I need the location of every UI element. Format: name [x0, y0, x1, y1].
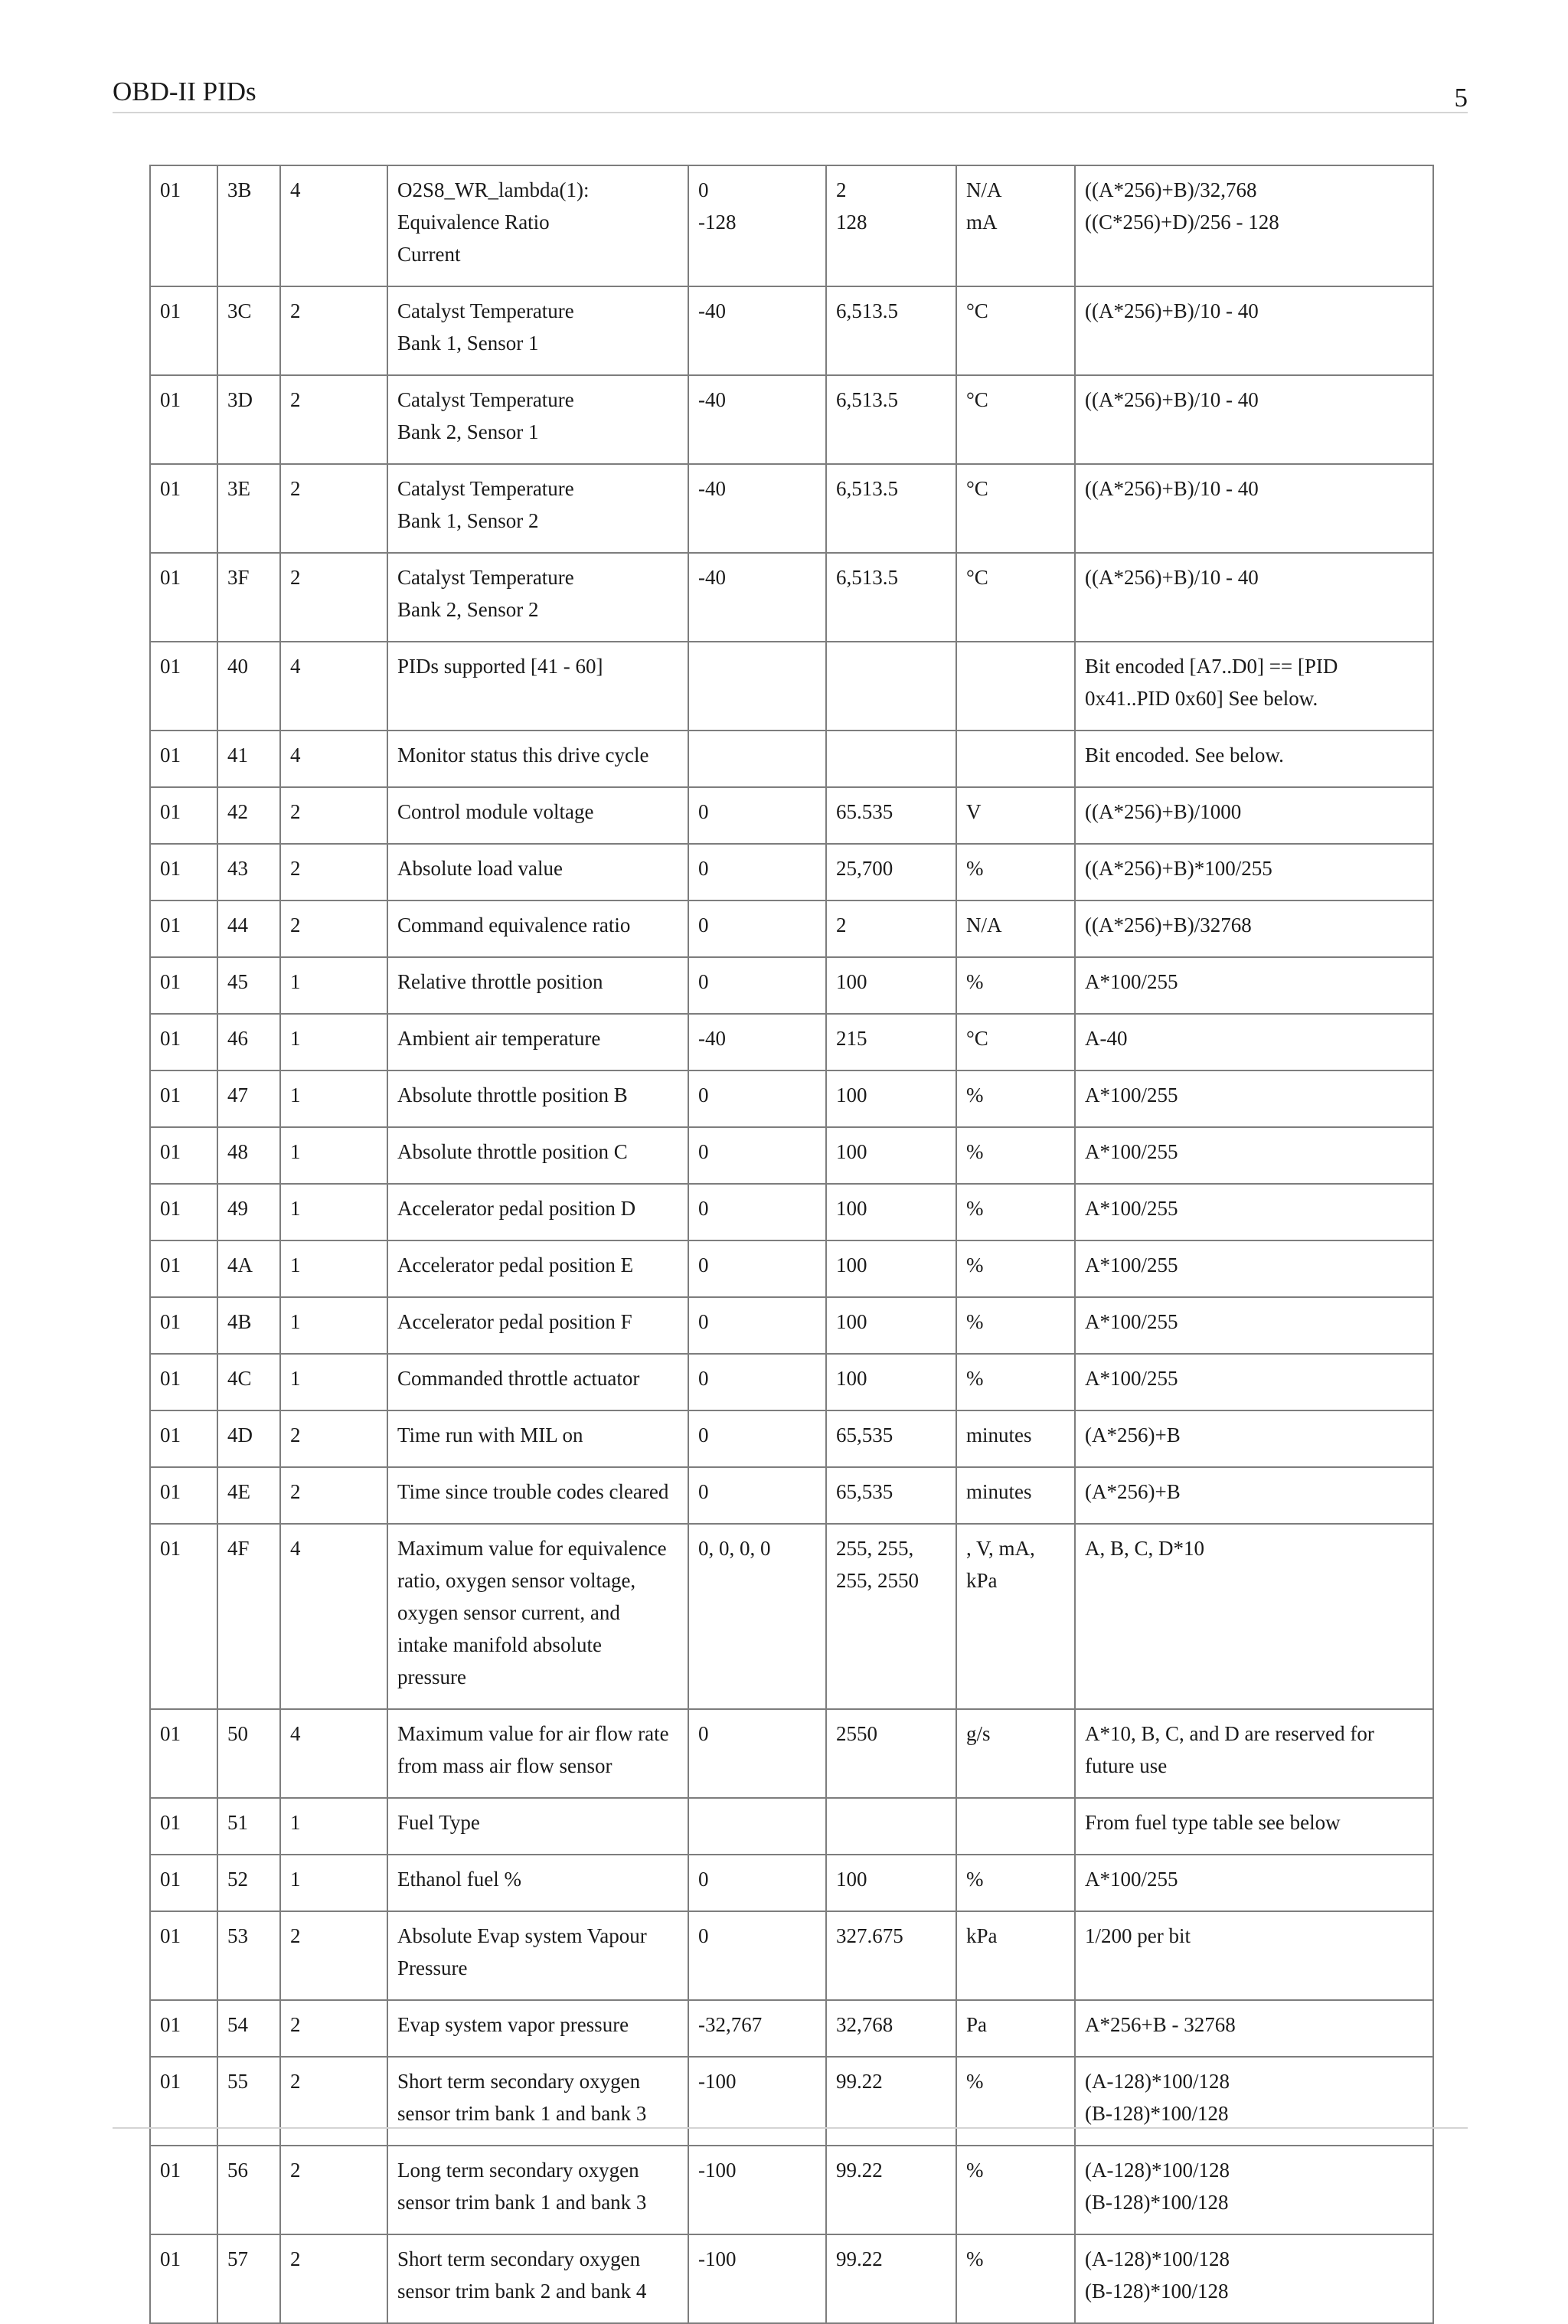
bytes-cell: 1 [280, 1070, 387, 1127]
min-value-cell: 0 [688, 1184, 826, 1240]
units-cell: % [956, 1297, 1075, 1354]
min-value-cell: -40 [688, 1014, 826, 1070]
mode-cell: 01 [150, 464, 217, 553]
pid-cell: 53 [217, 1911, 280, 2000]
formula-cell: A*100/255 [1075, 1070, 1433, 1127]
formula-cell: (A-128)*100/128 (B-128)*100/128 [1075, 2057, 1433, 2146]
mode-cell: 01 [150, 901, 217, 957]
bytes-cell: 2 [280, 1911, 387, 2000]
formula-cell: ((A*256)+B)/32,768 ((C*256)+D)/256 - 128 [1075, 165, 1433, 286]
min-value-cell: 0 -128 [688, 165, 826, 286]
max-value-cell [826, 642, 956, 731]
bytes-cell: 1 [280, 1127, 387, 1184]
formula-cell: A*100/255 [1075, 1855, 1433, 1911]
max-value-cell: 99.22 [826, 2057, 956, 2146]
pid-cell: 46 [217, 1014, 280, 1070]
max-value-cell: 215 [826, 1014, 956, 1070]
pid-table-container [149, 165, 1434, 2324]
min-value-cell: -100 [688, 2146, 826, 2234]
units-cell: °C [956, 553, 1075, 642]
mode-cell: 01 [150, 286, 217, 375]
description-cell: Absolute Evap system Vapour Pressure [387, 1911, 688, 2000]
bytes-cell: 4 [280, 1709, 387, 1798]
pid-cell: 3C [217, 286, 280, 375]
table-row [150, 464, 1433, 553]
bytes-cell: 2 [280, 2000, 387, 2057]
description-cell: Short term secondary oxygen sensor trim bank 1 and bank 3 [387, 2057, 688, 2146]
bytes-cell: 1 [280, 1240, 387, 1297]
bytes-cell: 1 [280, 957, 387, 1014]
units-cell: % [956, 844, 1075, 901]
pid-cell: 56 [217, 2146, 280, 2234]
formula-cell: ((A*256)+B)/32768 [1075, 901, 1433, 957]
table-row [150, 2146, 1433, 2234]
min-value-cell: 0 [688, 787, 826, 844]
pid-cell: 40 [217, 642, 280, 731]
pid-cell: 51 [217, 1798, 280, 1855]
min-value-cell: 0, 0, 0, 0 [688, 1524, 826, 1709]
pid-cell: 55 [217, 2057, 280, 2146]
table-row [150, 2234, 1433, 2323]
pid-cell: 52 [217, 1855, 280, 1911]
bytes-cell: 2 [280, 1467, 387, 1524]
max-value-cell: 100 [826, 1855, 956, 1911]
pid-cell: 49 [217, 1184, 280, 1240]
max-value-cell [826, 1798, 956, 1855]
table-row [150, 165, 1433, 286]
mode-cell: 01 [150, 1467, 217, 1524]
mode-cell: 01 [150, 957, 217, 1014]
mode-cell: 01 [150, 1911, 217, 2000]
min-value-cell: -100 [688, 2234, 826, 2323]
mode-cell: 01 [150, 2234, 217, 2323]
formula-cell: ((A*256)+B)/1000 [1075, 787, 1433, 844]
pid-cell: 48 [217, 1127, 280, 1184]
pid-table-body [150, 165, 1433, 2323]
page-footer-rule [113, 2127, 1468, 2129]
units-cell: V [956, 787, 1075, 844]
units-cell: kPa [956, 1911, 1075, 2000]
max-value-cell: 6,513.5 [826, 464, 956, 553]
units-cell [956, 1798, 1075, 1855]
formula-cell: A*100/255 [1075, 957, 1433, 1014]
units-cell: % [956, 1127, 1075, 1184]
formula-cell: A*256+B - 32768 [1075, 2000, 1433, 2057]
bytes-cell: 2 [280, 286, 387, 375]
mode-cell: 01 [150, 844, 217, 901]
mode-cell: 01 [150, 1524, 217, 1709]
pid-cell: 44 [217, 901, 280, 957]
max-value-cell: 99.22 [826, 2146, 956, 2234]
max-value-cell: 255, 255, 255, 2550 [826, 1524, 956, 1709]
min-value-cell [688, 1798, 826, 1855]
mode-cell: 01 [150, 1410, 217, 1467]
pid-cell: 41 [217, 731, 280, 787]
table-row [150, 642, 1433, 731]
description-cell: Control module voltage [387, 787, 688, 844]
bytes-cell: 1 [280, 1798, 387, 1855]
min-value-cell: 0 [688, 1467, 826, 1524]
pid-cell: 4D [217, 1410, 280, 1467]
max-value-cell: 100 [826, 1184, 956, 1240]
formula-cell: ((A*256)+B)/10 - 40 [1075, 286, 1433, 375]
bytes-cell: 2 [280, 2234, 387, 2323]
mode-cell: 01 [150, 2057, 217, 2146]
formula-cell: (A*256)+B [1075, 1467, 1433, 1524]
description-cell: Monitor status this drive cycle [387, 731, 688, 787]
formula-cell: (A-128)*100/128 (B-128)*100/128 [1075, 2146, 1433, 2234]
bytes-cell: 4 [280, 642, 387, 731]
pid-cell: 3E [217, 464, 280, 553]
page-number: 5 [1454, 83, 1468, 113]
min-value-cell: 0 [688, 844, 826, 901]
min-value-cell: 0 [688, 957, 826, 1014]
min-value-cell: 0 [688, 1070, 826, 1127]
units-cell [956, 642, 1075, 731]
units-cell: % [956, 1354, 1075, 1410]
formula-cell: A*100/255 [1075, 1127, 1433, 1184]
formula-cell: (A-128)*100/128 (B-128)*100/128 [1075, 2234, 1433, 2323]
formula-cell: ((A*256)+B)*100/255 [1075, 844, 1433, 901]
description-cell: Long term secondary oxygen sensor trim bank 1 and bank 3 [387, 2146, 688, 2234]
table-row [150, 1184, 1433, 1240]
table-row [150, 1911, 1433, 2000]
min-value-cell: 0 [688, 1127, 826, 1184]
formula-cell: ((A*256)+B)/10 - 40 [1075, 553, 1433, 642]
units-cell: Pa [956, 2000, 1075, 2057]
max-value-cell: 6,513.5 [826, 375, 956, 464]
mode-cell: 01 [150, 1014, 217, 1070]
max-value-cell: 2 128 [826, 165, 956, 286]
pid-cell: 45 [217, 957, 280, 1014]
description-cell: Accelerator pedal position F [387, 1297, 688, 1354]
units-cell: N/A [956, 901, 1075, 957]
formula-cell: A*100/255 [1075, 1297, 1433, 1354]
max-value-cell: 99.22 [826, 2234, 956, 2323]
table-row [150, 1467, 1433, 1524]
table-row [150, 1524, 1433, 1709]
pid-cell: 50 [217, 1709, 280, 1798]
mode-cell: 01 [150, 1798, 217, 1855]
min-value-cell: 0 [688, 1911, 826, 2000]
units-cell: % [956, 1184, 1075, 1240]
min-value-cell: -100 [688, 2057, 826, 2146]
table-row [150, 1855, 1433, 1911]
description-cell: PIDs supported [41 - 60] [387, 642, 688, 731]
table-row [150, 901, 1433, 957]
min-value-cell: -40 [688, 553, 826, 642]
units-cell: % [956, 1070, 1075, 1127]
description-cell: Catalyst Temperature Bank 2, Sensor 1 [387, 375, 688, 464]
max-value-cell: 100 [826, 1127, 956, 1184]
mode-cell: 01 [150, 553, 217, 642]
mode-cell: 01 [150, 1297, 217, 1354]
formula-cell: ((A*256)+B)/10 - 40 [1075, 375, 1433, 464]
min-value-cell: 0 [688, 901, 826, 957]
pid-cell: 3F [217, 553, 280, 642]
description-cell: Ethanol fuel % [387, 1855, 688, 1911]
max-value-cell: 100 [826, 1070, 956, 1127]
max-value-cell: 2 [826, 901, 956, 957]
description-cell: Accelerator pedal position D [387, 1184, 688, 1240]
units-cell: g/s [956, 1709, 1075, 1798]
mode-cell: 01 [150, 787, 217, 844]
formula-cell: ((A*256)+B)/10 - 40 [1075, 464, 1433, 553]
min-value-cell: -32,767 [688, 2000, 826, 2057]
description-cell: Command equivalence ratio [387, 901, 688, 957]
mode-cell: 01 [150, 2000, 217, 2057]
min-value-cell: 0 [688, 1709, 826, 1798]
mode-cell: 01 [150, 1240, 217, 1297]
bytes-cell: 4 [280, 1524, 387, 1709]
table-row [150, 2057, 1433, 2146]
description-cell: Maximum value for air flow rate from mass air flow sensor [387, 1709, 688, 1798]
units-cell: °C [956, 286, 1075, 375]
max-value-cell: 100 [826, 1354, 956, 1410]
formula-cell: 1/200 per bit [1075, 1911, 1433, 2000]
bytes-cell: 2 [280, 1410, 387, 1467]
description-cell: Relative throttle position [387, 957, 688, 1014]
mode-cell: 01 [150, 1855, 217, 1911]
units-cell: °C [956, 1014, 1075, 1070]
units-cell: minutes [956, 1467, 1075, 1524]
description-cell: Time since trouble codes cleared [387, 1467, 688, 1524]
pid-cell: 57 [217, 2234, 280, 2323]
units-cell: % [956, 2146, 1075, 2234]
max-value-cell: 65.535 [826, 787, 956, 844]
units-cell: % [956, 2057, 1075, 2146]
table-row [150, 286, 1433, 375]
bytes-cell: 2 [280, 844, 387, 901]
description-cell: Evap system vapor pressure [387, 2000, 688, 2057]
bytes-cell: 2 [280, 464, 387, 553]
mode-cell: 01 [150, 1354, 217, 1410]
units-cell: °C [956, 375, 1075, 464]
units-cell: % [956, 1240, 1075, 1297]
max-value-cell: 65,535 [826, 1410, 956, 1467]
max-value-cell: 25,700 [826, 844, 956, 901]
bytes-cell: 2 [280, 901, 387, 957]
page-header [113, 74, 1468, 113]
description-cell: Catalyst Temperature Bank 1, Sensor 2 [387, 464, 688, 553]
units-cell: % [956, 1855, 1075, 1911]
description-cell: Absolute throttle position B [387, 1070, 688, 1127]
description-cell: Fuel Type [387, 1798, 688, 1855]
bytes-cell: 2 [280, 2146, 387, 2234]
min-value-cell: 0 [688, 1354, 826, 1410]
min-value-cell [688, 642, 826, 731]
table-row [150, 2000, 1433, 2057]
pid-cell: 4C [217, 1354, 280, 1410]
pid-cell: 43 [217, 844, 280, 901]
formula-cell: A*10, B, C, and D are reserved for future use [1075, 1709, 1433, 1798]
min-value-cell: -40 [688, 375, 826, 464]
units-cell: °C [956, 464, 1075, 553]
table-row [150, 1297, 1433, 1354]
bytes-cell: 2 [280, 787, 387, 844]
description-cell: Ambient air temperature [387, 1014, 688, 1070]
formula-cell: A-40 [1075, 1014, 1433, 1070]
units-cell [956, 731, 1075, 787]
min-value-cell: 0 [688, 1297, 826, 1354]
formula-cell: A*100/255 [1075, 1354, 1433, 1410]
pid-cell: 42 [217, 787, 280, 844]
pid-cell: 4B [217, 1297, 280, 1354]
mode-cell: 01 [150, 1709, 217, 1798]
table-row [150, 553, 1433, 642]
max-value-cell: 6,513.5 [826, 553, 956, 642]
description-cell: O2S8_WR_lambda(1): Equivalence Ratio Current [387, 165, 688, 286]
table-row [150, 844, 1433, 901]
description-cell: Commanded throttle actuator [387, 1354, 688, 1410]
mode-cell: 01 [150, 1184, 217, 1240]
units-cell: , V, mA, kPa [956, 1524, 1075, 1709]
formula-cell: Bit encoded. See below. [1075, 731, 1433, 787]
description-cell: Absolute load value [387, 844, 688, 901]
bytes-cell: 4 [280, 165, 387, 286]
table-row [150, 1410, 1433, 1467]
max-value-cell: 2550 [826, 1709, 956, 1798]
min-value-cell: 0 [688, 1855, 826, 1911]
mode-cell: 01 [150, 165, 217, 286]
table-row [150, 731, 1433, 787]
formula-cell: (A*256)+B [1075, 1410, 1433, 1467]
bytes-cell: 1 [280, 1855, 387, 1911]
description-cell: Maximum value for equivalence ratio, oxygen sensor voltage, oxygen sensor current, and intake manifold absolute pressure [387, 1524, 688, 1709]
bytes-cell: 2 [280, 375, 387, 464]
pid-cell: 54 [217, 2000, 280, 2057]
pid-cell: 4F [217, 1524, 280, 1709]
table-row [150, 1354, 1433, 1410]
max-value-cell: 100 [826, 957, 956, 1014]
description-cell: Accelerator pedal position E [387, 1240, 688, 1297]
mode-cell: 01 [150, 2146, 217, 2234]
pid-cell: 3B [217, 165, 280, 286]
table-row [150, 1240, 1433, 1297]
formula-cell: A*100/255 [1075, 1240, 1433, 1297]
table-row [150, 1709, 1433, 1798]
table-row [150, 1070, 1433, 1127]
mode-cell: 01 [150, 1127, 217, 1184]
pid-cell: 3D [217, 375, 280, 464]
bytes-cell: 4 [280, 731, 387, 787]
mode-cell: 01 [150, 1070, 217, 1127]
max-value-cell: 6,513.5 [826, 286, 956, 375]
bytes-cell: 1 [280, 1184, 387, 1240]
min-value-cell: -40 [688, 286, 826, 375]
description-cell: Absolute throttle position C [387, 1127, 688, 1184]
min-value-cell: -40 [688, 464, 826, 553]
units-cell: % [956, 957, 1075, 1014]
min-value-cell: 0 [688, 1410, 826, 1467]
bytes-cell: 2 [280, 2057, 387, 2146]
bytes-cell: 2 [280, 553, 387, 642]
table-row [150, 1127, 1433, 1184]
max-value-cell: 65,535 [826, 1467, 956, 1524]
max-value-cell [826, 731, 956, 787]
pid-cell: 4E [217, 1467, 280, 1524]
mode-cell: 01 [150, 731, 217, 787]
table-row [150, 1014, 1433, 1070]
units-cell: minutes [956, 1410, 1075, 1467]
max-value-cell: 32,768 [826, 2000, 956, 2057]
min-value-cell [688, 731, 826, 787]
units-cell: N/A mA [956, 165, 1075, 286]
pid-table [149, 165, 1434, 2324]
formula-cell: A*100/255 [1075, 1184, 1433, 1240]
table-row [150, 1798, 1433, 1855]
max-value-cell: 327.675 [826, 1911, 956, 2000]
table-row [150, 957, 1433, 1014]
table-row [150, 375, 1433, 464]
max-value-cell: 100 [826, 1240, 956, 1297]
description-cell: Catalyst Temperature Bank 1, Sensor 1 [387, 286, 688, 375]
bytes-cell: 1 [280, 1014, 387, 1070]
description-cell: Catalyst Temperature Bank 2, Sensor 2 [387, 553, 688, 642]
description-cell: Short term secondary oxygen sensor trim bank 2 and bank 4 [387, 2234, 688, 2323]
table-row [150, 787, 1433, 844]
pid-cell: 4A [217, 1240, 280, 1297]
formula-cell: A, B, C, D*10 [1075, 1524, 1433, 1709]
mode-cell: 01 [150, 375, 217, 464]
bytes-cell: 1 [280, 1297, 387, 1354]
pid-cell: 47 [217, 1070, 280, 1127]
min-value-cell: 0 [688, 1240, 826, 1297]
description-cell: Time run with MIL on [387, 1410, 688, 1467]
max-value-cell: 100 [826, 1297, 956, 1354]
units-cell: % [956, 2234, 1075, 2323]
formula-cell: From fuel type table see below [1075, 1798, 1433, 1855]
document-title: OBD-II PIDs [113, 77, 256, 106]
formula-cell: Bit encoded [A7..D0] == [PID 0x41..PID 0x60] See below. [1075, 642, 1433, 731]
mode-cell: 01 [150, 642, 217, 731]
bytes-cell: 1 [280, 1354, 387, 1410]
